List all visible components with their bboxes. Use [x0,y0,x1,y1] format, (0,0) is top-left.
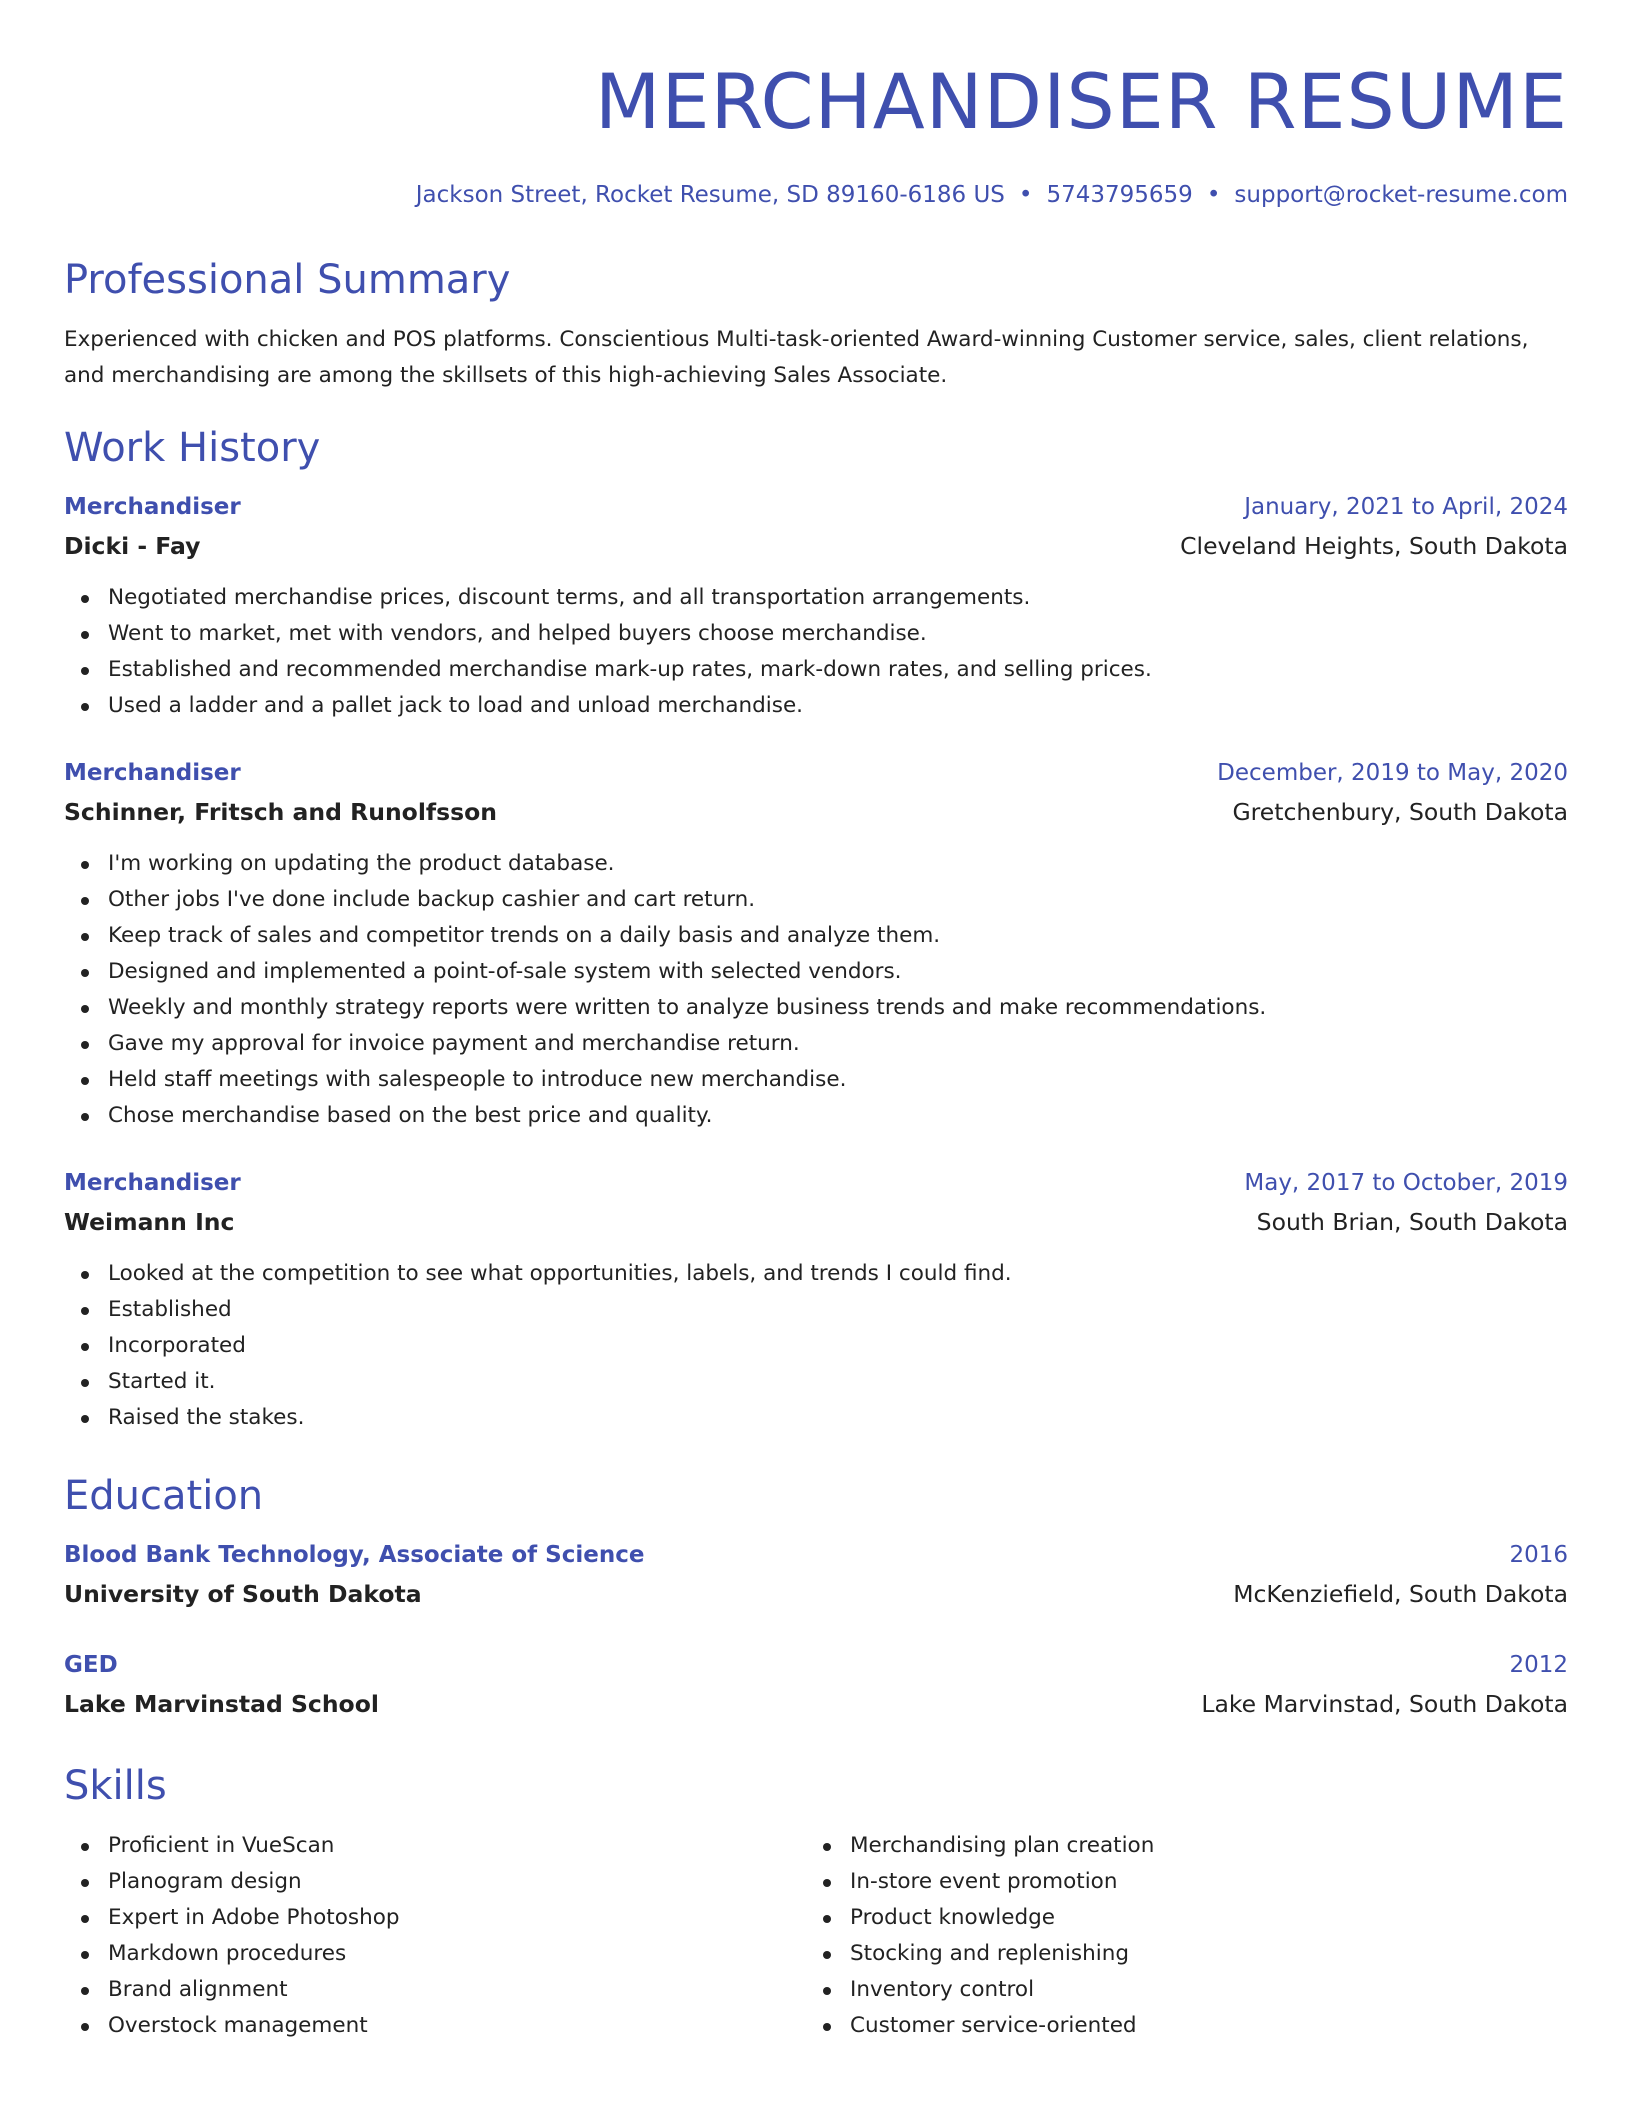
skills-list-right [806,1828,1548,2044]
skill-item: Brand alignment [64,1972,806,2008]
list-item: Gave my approval for invoice payment and merchandise return. [64,1026,1568,1062]
skill-item: Customer service-oriented [806,2008,1548,2044]
list-item: Started it. [64,1364,1568,1400]
list-item: Looked at the competition to see what opportunities, labels, and trends I could find. [64,1256,1568,1292]
contact-line [64,178,1568,212]
work-history-heading: Work History [64,425,321,471]
job-entry [64,1164,1568,1436]
education-entry [64,1646,1568,1724]
education-year: 2012 [1509,1652,1568,1678]
list-item: Held staff meetings with salespeople to introduce new merchandise. [64,1062,1568,1098]
job-role: Merchandiser [64,760,241,786]
resume-title: MERCHANDISER RESUME [594,57,1568,146]
summary-text: Experienced with chicken and POS platforms. Conscientious Multi-task-oriented Award-winning Customer service, sales, client relations, and merchandising are among the skillsets of this high-achieving Sales Associate. [64,327,1529,388]
education-school: University of South Dakota [64,1580,422,1608]
contact-phone: 5743795659 [1046,182,1193,208]
skills-list-left [64,1828,806,2044]
job-role: Merchandiser [64,1170,241,1196]
job-company: Weimann Inc [64,1208,235,1236]
skill-item: Product knowledge [806,1900,1548,1936]
summary-heading: Professional Summary [64,257,511,303]
resume-page [64,0,1568,2044]
education-year: 2016 [1509,1542,1568,1568]
list-item: Keep track of sales and competitor trends on a daily basis and analyze them. [64,918,1568,954]
education-school: Lake Marvinstad School [64,1690,379,1718]
education-location: McKenziefield, South Dakota [1233,1580,1568,1608]
list-item: Weekly and monthly strategy reports were written to analyze business trends and make recommendations. [64,990,1568,1026]
job-bullets [64,846,1568,1134]
skill-item: Proficient in VueScan [64,1828,806,1864]
list-item: Other jobs I've done include backup cashier and cart return. [64,882,1568,918]
list-item: Incorporated [64,1328,1568,1364]
contact-separator: • [1206,182,1221,208]
list-item: Used a ladder and a pallet jack to load and unload merchandise. [64,688,1568,724]
skill-item: Merchandising plan creation [806,1828,1548,1864]
contact-address: Jackson Street, Rocket Resume, SD 89160-6186 US [415,182,1005,208]
list-item: Negotiated merchandise prices, discount terms, and all transportation arrangements. [64,580,1568,616]
list-item: I'm working on updating the product database. [64,846,1568,882]
education-degree: GED [64,1652,118,1678]
job-dates: May, 2017 to October, 2019 [1244,1170,1568,1196]
list-item: Established [64,1292,1568,1328]
skill-item: Stocking and replenishing [806,1936,1548,1972]
job-location: Gretchenbury, South Dakota [1232,798,1568,826]
list-item: Went to market, met with vendors, and helped buyers choose merchandise. [64,616,1568,652]
job-company: Dicki - Fay [64,532,201,560]
education-location: Lake Marvinstad, South Dakota [1201,1690,1568,1718]
skill-item: Planogram design [64,1864,806,1900]
list-item: Established and recommended merchandise mark-up rates, mark-down rates, and selling prices. [64,652,1568,688]
job-entry [64,488,1568,724]
job-location: South Brian, South Dakota [1256,1208,1568,1236]
skills-heading: Skills [64,1763,167,1809]
job-company: Schinner, Fritsch and Runolfsson [64,798,497,826]
job-dates: January, 2021 to April, 2024 [1244,494,1568,520]
education-degree: Blood Bank Technology, Associate of Science [64,1542,645,1568]
skill-item: Expert in Adobe Photoshop [64,1900,806,1936]
job-location: Cleveland Heights, South Dakota [1180,532,1568,560]
skill-item: Markdown procedures [64,1936,806,1972]
list-item: Designed and implemented a point-of-sale system with selected vendors. [64,954,1568,990]
contact-separator: • [1018,182,1033,208]
skill-item: In-store event promotion [806,1864,1548,1900]
skill-item: Overstock management [64,2008,806,2044]
job-bullets [64,580,1568,724]
skill-item: Inventory control [806,1972,1548,2008]
education-entry [64,1536,1568,1614]
job-role: Merchandiser [64,494,241,520]
job-dates: December, 2019 to May, 2020 [1217,760,1568,786]
list-item: Raised the stakes. [64,1400,1568,1436]
skills-grid [64,1828,1568,2044]
contact-email: support@rocket-resume.com [1234,182,1568,208]
education-heading: Education [64,1473,264,1519]
job-bullets [64,1256,1568,1436]
job-entry [64,754,1568,1134]
list-item: Chose merchandise based on the best price and quality. [64,1098,1568,1134]
